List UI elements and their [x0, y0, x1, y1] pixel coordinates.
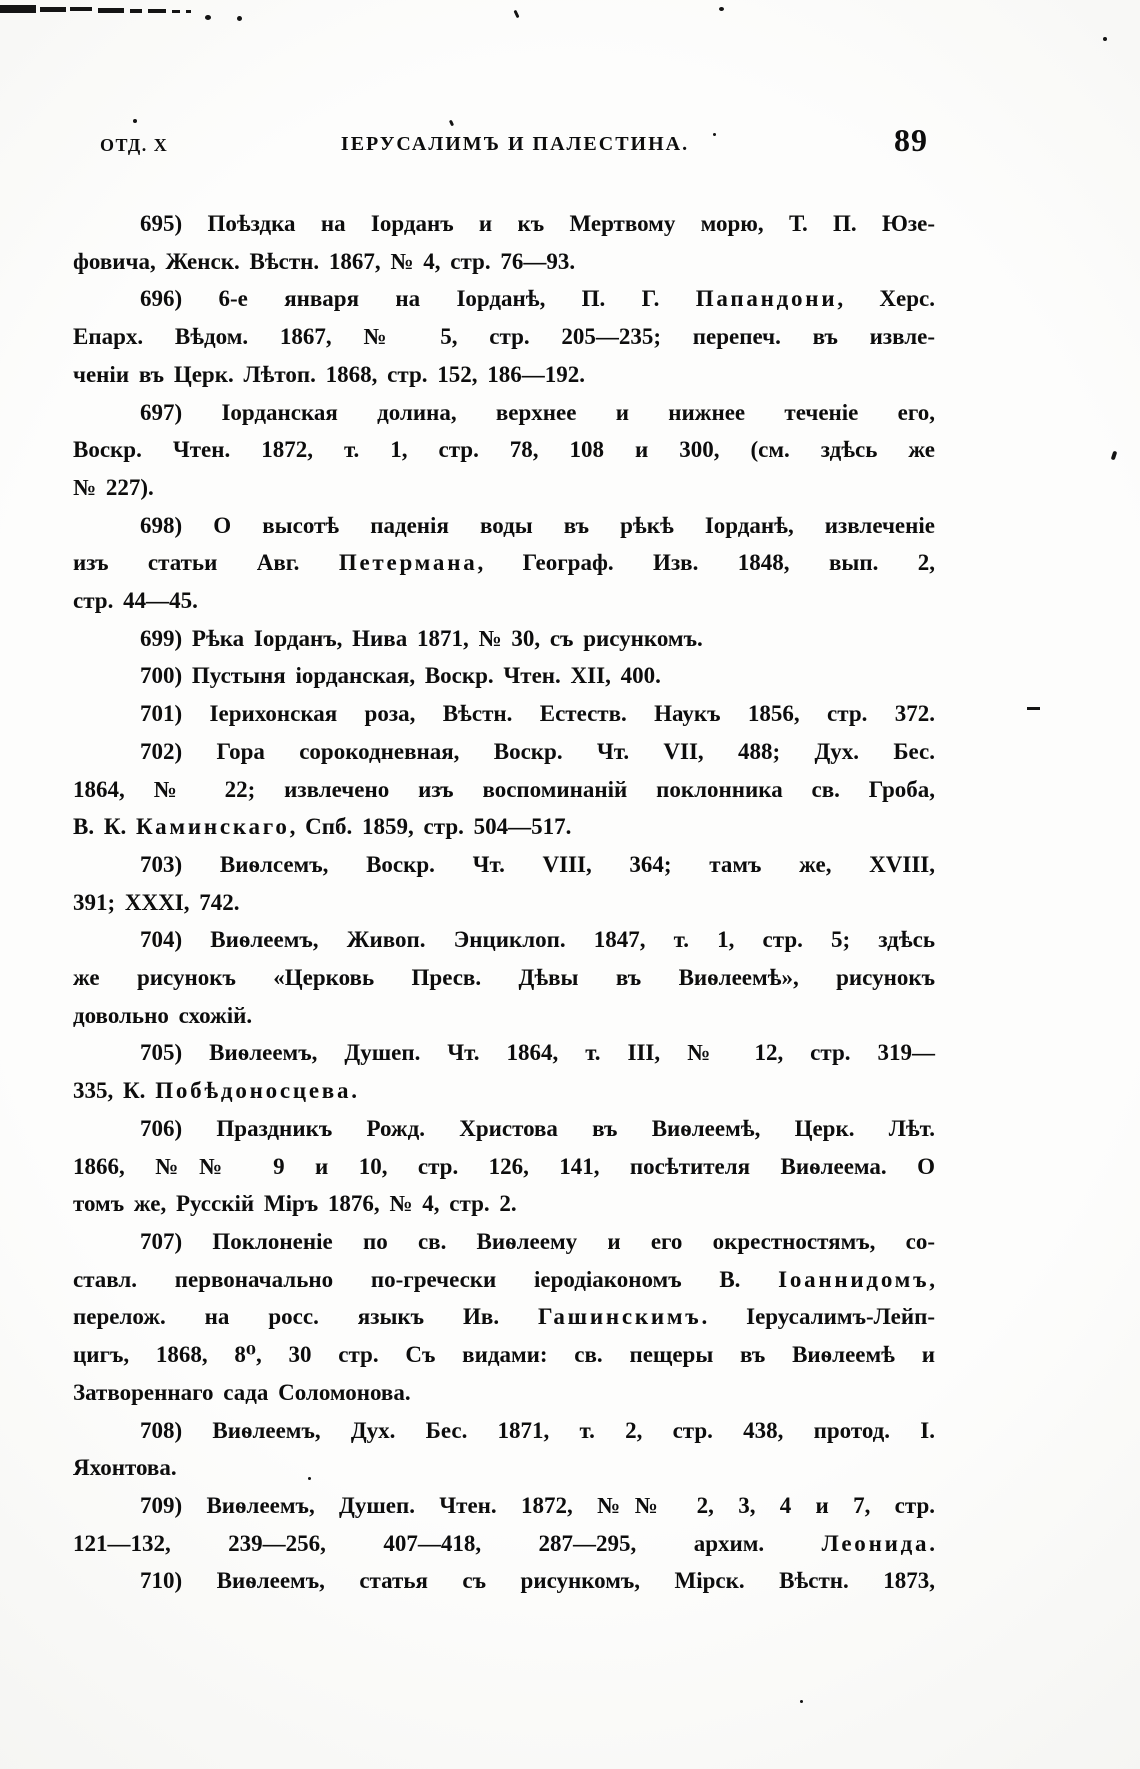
scan-artifact-dash: [1027, 707, 1040, 710]
text-line: [73, 280, 935, 318]
scan-speck: [237, 16, 242, 21]
text-segment: же рисунокъ «Церковь Пресв. Дѣвы въ Виѳлеемѣ», рисунокъ: [73, 965, 935, 991]
text-line: [73, 431, 935, 469]
text-line: [73, 997, 935, 1035]
header-section-label: ОТД. X: [100, 135, 169, 155]
text-line: [73, 507, 935, 545]
letterspaced-name: Папандони: [695, 286, 838, 312]
letterspaced-name: Леонида: [821, 1530, 930, 1556]
text-line: [73, 733, 935, 771]
text-segment: 695) Поѣздка на Іорданъ и къ Мертвому морю, Т. П. Юзе-: [140, 211, 935, 236]
text-segment: , Спб. 1859, стр. 504—517.: [289, 814, 572, 840]
text-line: [73, 243, 935, 281]
text-line: [73, 318, 935, 356]
text-line: [73, 808, 935, 846]
text-segment: ченіи въ Церк. Лѣтоп. 1868, стр. 152, 186—192.: [73, 361, 585, 387]
text-line: [73, 582, 935, 620]
scan-artifact-dash: [40, 7, 66, 12]
text-line: [73, 1110, 935, 1148]
text-segment: 703) Виѳлсемъ, Воскр. Чт. VIII, 364; тамъ же, XVIII,: [140, 851, 935, 877]
text-line: [73, 695, 935, 733]
text-line: [73, 469, 935, 507]
text-segment: 705) Виѳлеемъ, Душеп. Чт. 1864, т. III, № 12, стр. 319—: [140, 1040, 935, 1066]
scan-artifact-dash: [0, 5, 36, 13]
text-segment: 707) Поклоненіе по св. Виѳлеему и его окрестностямъ, со-: [140, 1228, 935, 1254]
text-segment: 709) Виѳлеемъ, Душеп. Чтен. 1872, №№ 2, 3, 4 и 7, стр.: [140, 1492, 935, 1518]
text-line: [73, 1072, 935, 1110]
text-line: [73, 846, 935, 884]
text-line: [73, 205, 935, 243]
text-line: [73, 1148, 935, 1186]
scan-artifact-dash: [130, 9, 142, 13]
text-line: [73, 394, 935, 432]
text-segment: стр. 44—45.: [73, 588, 198, 614]
text-line: [73, 544, 935, 582]
text-line: [73, 959, 935, 997]
scan-speck: [133, 119, 137, 123]
text-line: [73, 771, 935, 809]
page-number: 89: [894, 122, 928, 158]
text-segment: 696) 6-е января на Іорданѣ, П. Г.: [140, 286, 696, 312]
scan-speck: [449, 120, 454, 127]
text-segment: 698) О высотѣ паденія воды въ рѣкѣ Іорданѣ, извлеченіе: [140, 512, 935, 538]
text-segment: 699) Рѣка Іорданъ, Нива 1871, № 30, съ рисункомъ.: [140, 625, 703, 651]
scan-artifact-dash: [172, 10, 180, 13]
text-segment: 700) Пустыня іорданская, Воскр. Чтен. XII, 400.: [140, 663, 661, 689]
text-segment: 1864, № 22; извлечено изъ воспоминаній поклонника св. Гроба,: [73, 776, 935, 802]
letterspaced-name: Каминскаго: [136, 814, 290, 840]
text-segment: Епарх. Вѣдом. 1867, № 5, стр. 205—235; перепеч. въ извле-: [73, 324, 935, 350]
text-segment: изъ статьи Авг.: [73, 550, 339, 576]
text-line: [73, 1374, 935, 1412]
text-segment: томъ же, Русскій Міръ 1876, № 4, стр. 2.: [73, 1191, 517, 1217]
text-segment: фовича, Женск. Вѣстн. 1867, № 4, стр. 76—93.: [73, 248, 576, 274]
text-line: [73, 921, 935, 959]
text-line: [73, 1562, 935, 1600]
letterspaced-name: Побѣдоносцева: [155, 1078, 352, 1104]
text-segment: 702) Гора сорокодневная, Воскр. Чт. VII, 488; Дух. Бес.: [140, 738, 935, 764]
text-segment: 710) Виѳлеемъ, статья съ рисункомъ, Мірск. Вѣстн. 1873,: [140, 1568, 935, 1594]
text-line: [73, 620, 935, 658]
scan-artifact-dash: [186, 10, 191, 13]
text-segment: . Іерусалимъ-Лейп-: [701, 1304, 936, 1330]
text-segment: ставл. первоначально по-гречески іеродіакономъ В.: [73, 1266, 779, 1292]
text-segment: Затвореннаго сада Соломонова.: [73, 1379, 411, 1405]
text-segment: 701) Іерихонская роза, Вѣстн. Естеств. Наукъ 1856, стр. 372.: [140, 701, 935, 727]
text-segment: В. К.: [73, 814, 137, 840]
text-segment: 391; XXXI, 742.: [73, 889, 240, 915]
text-line: [73, 1336, 935, 1374]
text-segment: 708) Виѳлеемъ, Дух. Бес. 1871, т. 2, стр. 438, протод. І.: [140, 1417, 935, 1443]
text-segment: довольно схожій.: [73, 1002, 253, 1028]
scan-artifact-dash: [70, 7, 92, 11]
text-line: [73, 356, 935, 394]
letterspaced-name: Петермана: [338, 550, 478, 576]
letterspaced-name: Гашинскимъ: [538, 1304, 702, 1330]
text-segment: № 227).: [73, 474, 154, 500]
scan-speck: [1111, 451, 1118, 461]
text-line: [73, 1525, 935, 1563]
text-line: [73, 1223, 935, 1261]
scan-speck: [1103, 37, 1107, 41]
text-line: [73, 884, 935, 922]
text-line: [73, 1298, 935, 1336]
text-segment: ,: [929, 1266, 935, 1292]
header-running-title: ІЕРУСАЛИМЪ И ПАЛЕСТИНА.: [340, 133, 690, 155]
text-segment: , Херс.: [837, 286, 935, 312]
scan-speck: [713, 133, 716, 136]
text-segment: перелож. на росс. языкъ Ив.: [73, 1304, 539, 1330]
text-line: [73, 1034, 935, 1072]
letterspaced-name: Іоаннидомъ: [778, 1266, 930, 1292]
text-segment: 706) Праздникъ Рожд. Христова въ Виѳлеемѣ, Церк. Лѣт.: [140, 1115, 935, 1141]
text-segment: 704) Виѳлеемъ, Живоп. Энциклоп. 1847, т. 1, стр. 5; здѣсь: [140, 927, 935, 953]
text-line: [73, 1449, 935, 1487]
text-block: [73, 205, 935, 1600]
text-line: [73, 1487, 935, 1525]
text-segment: Яхонтова.: [73, 1455, 177, 1481]
text-line: [73, 1412, 935, 1450]
scan-artifact-dash: [98, 8, 124, 13]
text-line: [73, 657, 935, 695]
text-segment: цигъ, 1868, 8⁰, 30 стр. Съ видами: св. пещеры въ Виѳлеемѣ и: [73, 1342, 935, 1368]
scan-speck: [800, 1700, 803, 1703]
scan-speck: [308, 1477, 311, 1480]
text-segment: 121—132, 239—256, 407—418, 287—295, архим.: [73, 1530, 822, 1556]
scan-speck: [513, 10, 519, 19]
scan-speck: [719, 7, 724, 11]
scan-artifact-dash: [148, 9, 166, 13]
text-segment: 335, К.: [73, 1078, 156, 1104]
text-segment: .: [929, 1530, 935, 1556]
text-segment: .: [351, 1078, 357, 1104]
text-segment: 1866, №№ 9 и 10, стр. 126, 141, посѣтителя Виѳлеема. О: [73, 1153, 935, 1179]
text-segment: , Географ. Изв. 1848, вып. 2,: [477, 550, 935, 576]
text-line: [73, 1185, 935, 1223]
text-segment: 697) Іорданская долина, верхнее и нижнее теченіе его,: [140, 399, 935, 425]
scan-speck: [205, 15, 211, 20]
text-line: [73, 1261, 935, 1299]
text-segment: Воскр. Чтен. 1872, т. 1, стр. 78, 108 и 300, (см. здѣсь же: [73, 437, 935, 463]
